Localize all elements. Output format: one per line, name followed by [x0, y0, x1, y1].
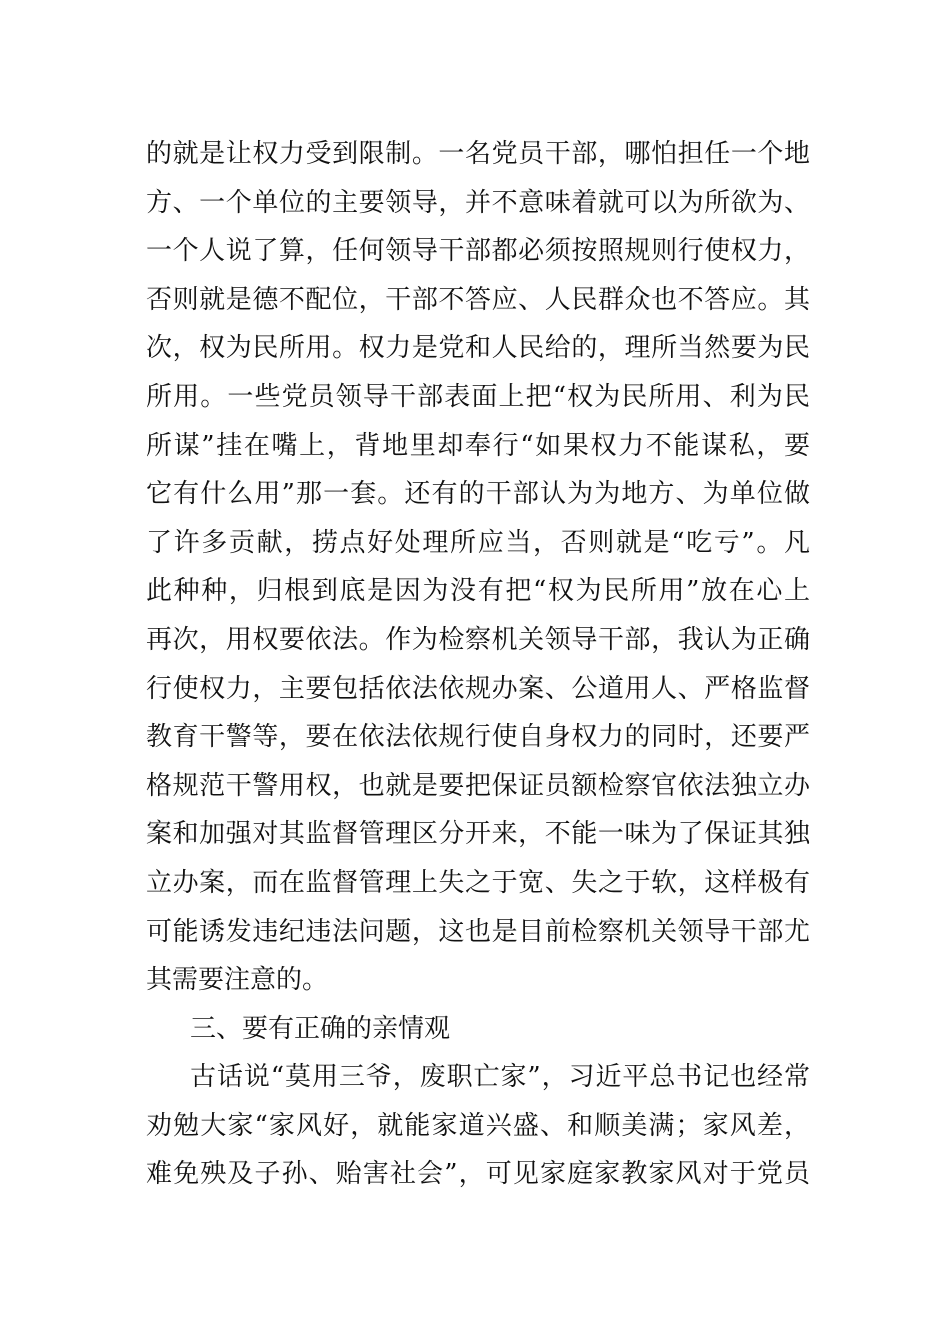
- body-text: [146, 130, 810, 1199]
- text-line: 古话说“莫用三爷，废职亡家”，习近平总书记也经常: [190, 1062, 810, 1093]
- text-line: 可能诱发违纪违法问题，这也是目前检察机关领导干部尤: [146, 916, 810, 947]
- text-line: 立办案，而在监督管理上失之于宽、失之于软，这样极有: [146, 867, 810, 898]
- text-line: 其需要注意的。: [146, 965, 329, 996]
- text-line: 所用。一些党员领导干部表面上把“权为民所用、利为民: [146, 381, 810, 412]
- text-line: 三、要有正确的亲情观: [190, 1013, 451, 1044]
- text-line: 方、一个单位的主要领导，并不意味着就可以为所欲为、: [146, 187, 810, 218]
- text-line: 所谋”挂在嘴上，背地里却奉行“如果权力不能谋私，要: [146, 430, 810, 461]
- text-line: 行使权力，主要包括依法依规办案、公道用人、严格监督: [146, 673, 810, 704]
- text-line: 案和加强对其监督管理区分开来，不能一味为了保证其独: [146, 819, 810, 850]
- text-line: 它有什么用”那一套。还有的干部认为为地方、为单位做: [146, 479, 810, 510]
- text-line: 次，权为民所用。权力是党和人民给的，理所当然要为民: [146, 333, 810, 364]
- text-line: 了许多贡献，捞点好处理所应当，否则就是“吃亏”。凡: [146, 527, 810, 558]
- text-line: 再次，用权要依法。作为检察机关领导干部，我认为正确: [146, 624, 810, 655]
- text-line: 此种种，归根到底是因为没有把“权为民所用”放在心上: [146, 576, 810, 607]
- text-line: 难免殃及子孙、贻害社会”，可见家庭家教家风对于党员: [146, 1159, 810, 1190]
- text-line: 否则就是德不配位，干部不答应、人民群众也不答应。其: [146, 284, 810, 315]
- text-line: 劝勉大家“家风好，就能家道兴盛、和顺美满；家风差，: [146, 1110, 810, 1141]
- text-line: 教育干警等，要在依法依规行使自身权力的同时，还要严: [146, 722, 810, 753]
- text-line: 一个人说了算，任何领导干部都必须按照规则行使权力，: [146, 236, 810, 267]
- text-line: 格规范干警用权，也就是要把保证员额检察官依法独立办: [146, 770, 810, 801]
- text-line: 的就是让权力受到限制。一名党员干部，哪怕担任一个地: [146, 139, 810, 169]
